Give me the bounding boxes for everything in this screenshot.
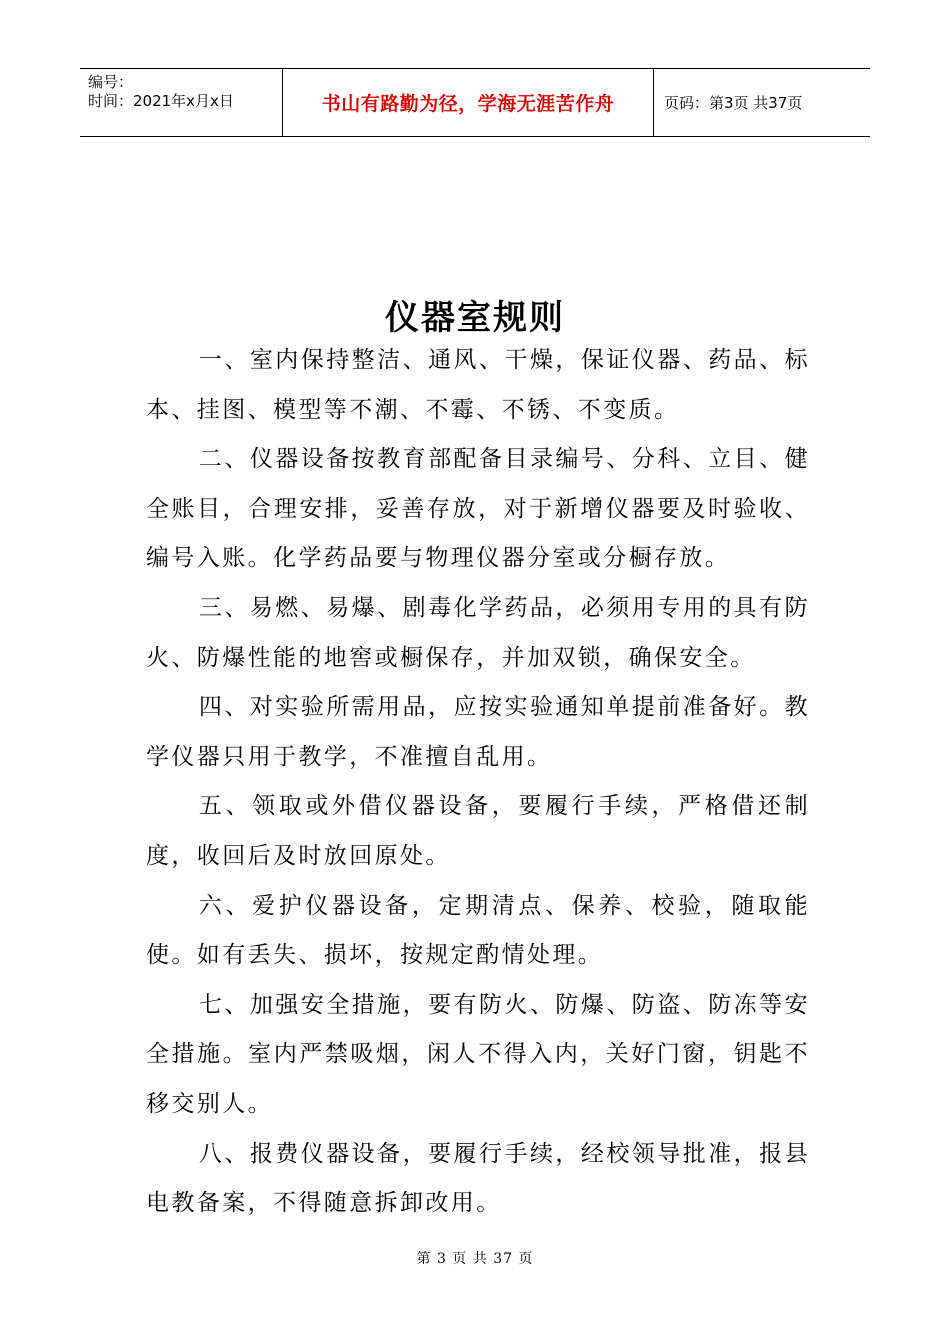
rule-paragraph-7: 七、加强安全措施，要有防火、防爆、防盗、防冻等安全措施。室内严禁吸烟，闲人不得入内，关好门窗，钥匙不移交别人。 [146, 991, 810, 1117]
rule-paragraph-4: 四、对实验所需用品，应按实验通知单提前准备好。教学仪器只用于教学，不准擅自乱用。 [146, 694, 810, 770]
rule-paragraph-8: 八、报费仪器设备，要履行手续，经校领导批准，报县电教备案，不得随意拆卸改用。 [146, 1140, 810, 1217]
motto: 书山有路勤为径，学海无涯苦作舟 [282, 69, 654, 136]
rules-content [146, 336, 810, 1229]
page-info: 页码：第3页 共37页 [664, 94, 803, 112]
header-table [80, 68, 870, 137]
header-left-cell [80, 69, 282, 136]
rule-paragraph-5: 五、领取或外借仪器设备，要履行手续，严格借还制度，收回后及时放回原处。 [146, 793, 810, 869]
rule-paragraph-6: 六、爱护仪器设备，定期清点、保养、校验，随取能使。如有丢失、损坏，按规定酌情处理。 [146, 892, 810, 969]
number-label: 编号： [88, 73, 134, 91]
rule-paragraph-3: 三、易燃、易爆、剧毒化学药品，必须用专用的具有防火、防爆性能的地窖或橱保存，并加双锁，确保安全。 [146, 594, 810, 671]
rule-paragraph-1: 一、室内保持整洁、通风、干燥，保证仪器、药品、标本、挂图、模型等不潮、不霉、不锈、不变质。 [146, 347, 810, 423]
date-label: 时间：2021年x月x日 [88, 92, 234, 110]
document-title: 仪器室规则 [385, 298, 565, 338]
page-footer: 第 3 页 共 37 页 [416, 1251, 534, 1267]
rule-paragraph-2: 二、仪器设备按教育部配备目录编号、分科、立目、健全账目，合理安排，妥善存放，对于新增仪器要及时验收、编号入账。化学药品要与物理仪器分室或分橱存放。 [146, 446, 810, 572]
